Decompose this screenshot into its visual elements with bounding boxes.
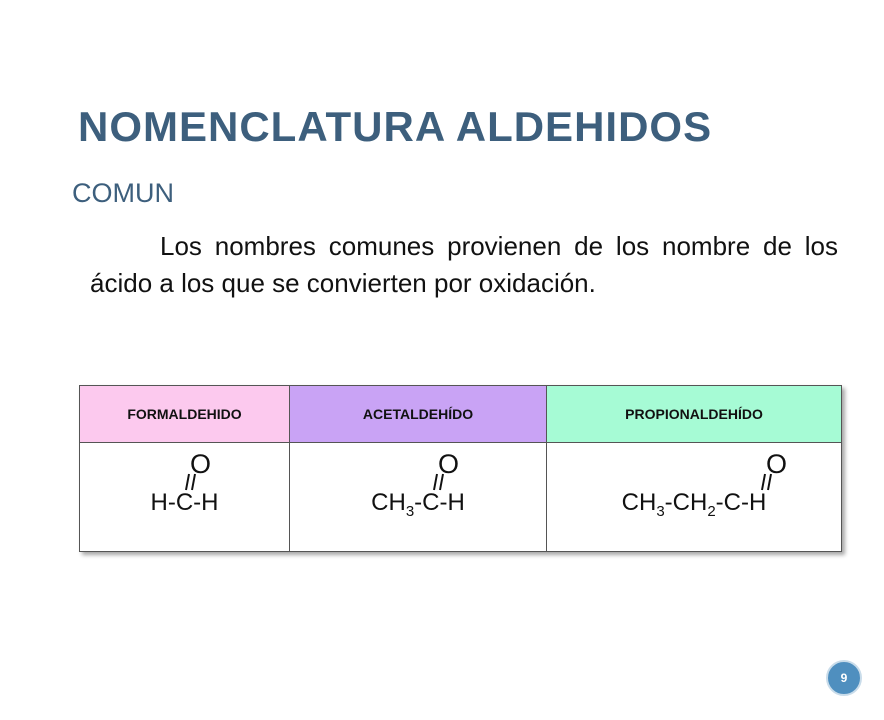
cell-propionaldehido: [547, 443, 842, 552]
formula-propionaldehido: $CH_3-CH_2-C-H$: [621, 489, 767, 520]
table-formula-row: [80, 443, 842, 552]
slide-title: NOMENCLATURA ALDEHIDOS: [78, 103, 713, 150]
header-formaldehido: FORMALDEHIDO: [80, 386, 290, 443]
formula-formaldehido: H-C-H: [150, 489, 219, 516]
oxygen-atom: O: [766, 449, 788, 479]
slide-subtitle: COMUN: [72, 178, 174, 208]
aldehyde-table: [79, 385, 842, 552]
oxygen-atom: O: [438, 449, 460, 479]
body-paragraph: Los nombres comunes provienen de los nombre de los ácido a los que se convierten por oxidación.: [90, 231, 838, 298]
cell-acetaldehido: [290, 443, 547, 552]
page-number-badge: 9: [826, 660, 862, 696]
header-propionaldehido: PROPIONALDEHÍDO: [547, 386, 842, 443]
oxygen-atom: O: [190, 449, 212, 479]
formula-acetaldehido: $CH_3-C-H$: [371, 489, 465, 520]
cell-formaldehido: [80, 443, 290, 552]
table-header-row: [80, 386, 842, 443]
header-acetaldehido: ACETALDEHÍDO: [290, 386, 547, 443]
